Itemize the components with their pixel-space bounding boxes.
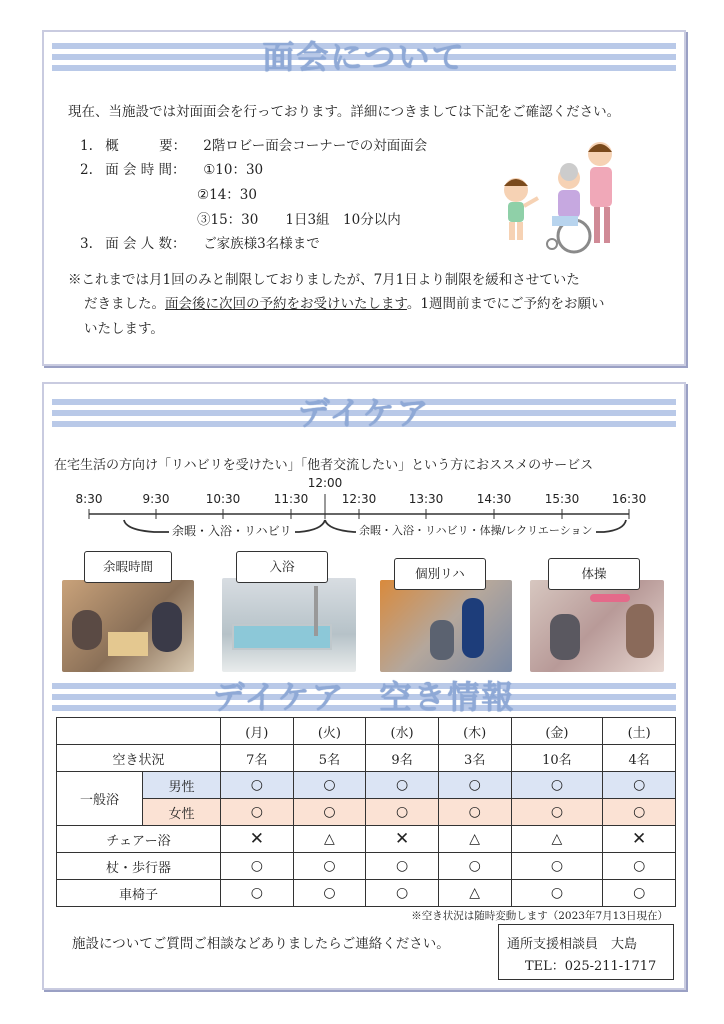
row-label: 男性 — [143, 772, 221, 799]
daycare-subtitle: 在宅生活の方向け「リハビリを受けたい」「他者交流したい」という方におススメのサービス — [54, 458, 594, 473]
day-mon: (月) — [221, 718, 294, 745]
availability-table — [56, 717, 676, 907]
visit-item-1: 1. 概 要： 2階ロビー面会コーナーでの対面面会 — [80, 138, 428, 154]
row-label: 女性 — [143, 799, 221, 826]
row-label: 空き状況 — [57, 745, 221, 772]
daycare-title-band — [52, 396, 676, 430]
table-row: チェアー浴 ✕ △ ✕ △ △ ✕ — [57, 826, 676, 853]
visit-time-2: ②14：30 — [197, 187, 257, 203]
row-label: チェアー浴 — [57, 826, 221, 853]
schedule-timeline — [44, 472, 684, 542]
visit-title: 面会について — [262, 38, 466, 76]
row-group-label: 一般浴 — [57, 772, 143, 826]
photo-exercise — [530, 580, 664, 672]
visit-time-3: ③15：30 1日3組 10分以内 — [197, 212, 401, 228]
visit-item-3: 3. 面 会 人 数： ご家族様3名様まで — [80, 236, 320, 252]
time-1630: 16:30 — [611, 492, 647, 506]
row-label: 車椅子 — [57, 880, 221, 907]
day-fri: (金) — [511, 718, 603, 745]
time-1230: 12:30 — [341, 492, 377, 506]
visit-note-line2: だきました。面会後に次回の予約をお受けいたします。1週間前までにご予約をお願い — [84, 296, 605, 312]
photo-bath — [222, 578, 356, 672]
label-bath: 入浴 — [236, 551, 328, 583]
time-1130: 11:30 — [273, 492, 309, 506]
table-row: 杖・歩行器 ○ ○ ○ ○ ○ ○ — [57, 853, 676, 880]
daycare-title: デイケア — [297, 394, 431, 432]
label-leisure: 余暇時間 — [84, 551, 172, 583]
contact-text: 施設についてご質問ご相談などありましたらご連絡ください。 — [72, 936, 450, 952]
contact-tel: TEL：025-211-1717 — [525, 959, 657, 974]
day-thu: (木) — [438, 718, 511, 745]
visit-note-line1: ※これまでは月1回のみと制限しておりましたが、7月1日より制限を緩和させていた — [68, 272, 580, 288]
table-row: 一般浴 男性 ○ ○ ○ ○ ○ ○ — [57, 772, 676, 799]
time-1530: 15:30 — [544, 492, 580, 506]
table-row: 女性 ○ ○ ○ ○ ○ ○ — [57, 799, 676, 826]
day-sat: (土) — [603, 718, 676, 745]
visit-note-underline: 面会後に次回の予約をお受けいたします — [165, 296, 407, 312]
time-1430: 14:30 — [476, 492, 512, 506]
visit-note-line3: いたします。 — [84, 321, 164, 337]
pm-activities: 余暇・入浴・リハビリ・体操/レクリエーション — [356, 522, 596, 538]
availability-title: デイケア 空き情報 — [212, 678, 516, 716]
daycare-section — [42, 382, 686, 990]
time-1030: 10:30 — [205, 492, 241, 506]
label-rehab: 個別リハ — [394, 558, 486, 590]
family-illustration — [494, 132, 634, 257]
visit-title-band — [52, 40, 676, 74]
time-930: 9:30 — [142, 492, 170, 506]
availability-note: ※空き状況は随時変動します（2023年7月13日現在） — [411, 910, 668, 922]
contact-box — [498, 924, 674, 980]
time-1200: 12:00 — [307, 476, 343, 490]
am-activities: 余暇・入浴・リハビリ — [169, 522, 295, 539]
time-1330: 13:30 — [408, 492, 444, 506]
label-exercise: 体操 — [548, 558, 640, 590]
table-header-row — [57, 718, 676, 745]
day-wed: (水) — [366, 718, 439, 745]
availability-title-band — [52, 680, 676, 714]
visit-item-2: 2. 面 会 時 間： ①10：30 — [80, 162, 264, 178]
visit-section — [42, 30, 686, 366]
photo-rehab — [380, 580, 512, 672]
day-tue: (火) — [293, 718, 366, 745]
contact-staff: 通所支援相談員 大島 — [507, 937, 638, 952]
table-row: 空き状況 7名 5名 9名 3名 10名 4名 — [57, 745, 676, 772]
visit-intro: 現在、当施設では対面面会を行っております。詳細につきましては下記をご確認ください。 — [68, 104, 621, 120]
time-830: 8:30 — [75, 492, 103, 506]
photo-leisure — [62, 580, 194, 672]
table-row: 車椅子 ○ ○ ○ △ ○ ○ — [57, 880, 676, 907]
row-label: 杖・歩行器 — [57, 853, 221, 880]
